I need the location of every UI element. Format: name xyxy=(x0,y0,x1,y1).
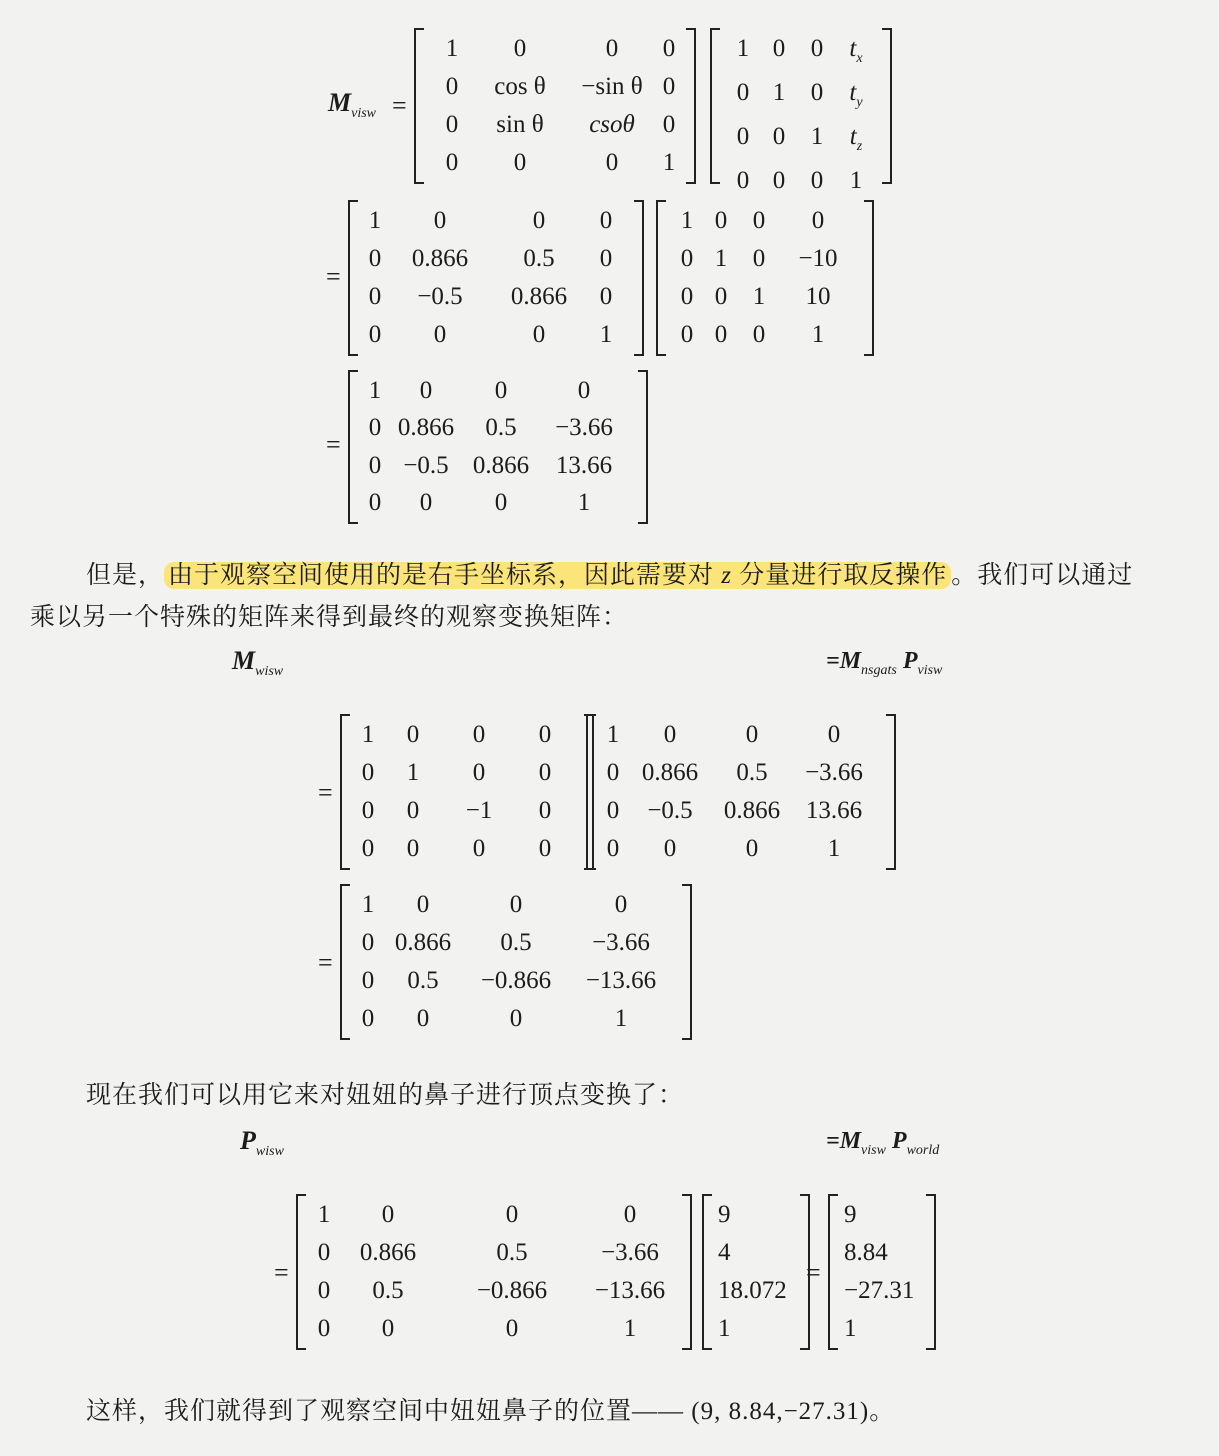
left-bracket xyxy=(710,28,720,184)
matrix-cell: 0 xyxy=(368,283,382,310)
matrix-cell: −0.866 xyxy=(476,1277,548,1304)
highlighted-text-part1: 由于观察空间使用的是右手坐标系，因此需要对 xyxy=(168,562,722,589)
matrix-cell: 1 xyxy=(606,721,620,748)
matrix-cell: 1 xyxy=(849,167,863,194)
matrix-cell: 0 xyxy=(810,79,824,106)
right-bracket xyxy=(634,200,644,356)
paragraph-zflip-tail: 。我们可以通过 xyxy=(951,562,1134,589)
matrix-cell: 1 xyxy=(623,1315,637,1342)
matrix-cell: 0 xyxy=(605,149,619,176)
matrix-cell: 0.866 xyxy=(397,414,455,442)
eq5-matrix-view xyxy=(586,714,896,870)
matrix-cell: 1 xyxy=(361,721,375,748)
matrix-cell: 0 xyxy=(472,721,486,748)
eq4-rhs-matrix-symbol: M xyxy=(839,648,862,674)
matrix-cell: 0 xyxy=(827,721,841,748)
matrix-cell: 0 xyxy=(416,1005,430,1032)
matrix-cell: 0 xyxy=(361,1005,375,1032)
matrix-cell: 0 xyxy=(599,283,613,310)
matrix-cell: 0.5 xyxy=(407,967,439,994)
eq5-matrix-negate-z xyxy=(340,714,594,870)
matrix-cell: 0 xyxy=(505,1201,519,1228)
matrix-cell: 0 xyxy=(811,207,825,234)
eq7-rhs-point-subscript: world xyxy=(906,1142,940,1158)
matrix-cell: 0 xyxy=(509,1005,523,1032)
matrix-cell: 1 xyxy=(361,891,375,918)
eq3-equals: = xyxy=(326,430,341,459)
left-bracket xyxy=(656,200,666,356)
matrix-cell: 0 xyxy=(445,111,459,138)
eq4-lhs xyxy=(232,648,283,685)
eq5-matrix-view-grid xyxy=(596,714,886,870)
matrix-cell: cos θ xyxy=(494,73,546,100)
matrix-cell: 0 xyxy=(494,488,508,516)
matrix-cell: 1 xyxy=(680,207,694,234)
eq2-matrix-rotation xyxy=(348,200,644,356)
matrix-cell: 0 xyxy=(752,207,766,234)
matrix-cell: 1 xyxy=(368,207,382,234)
matrix-cell: −0.5 xyxy=(403,451,449,479)
matrix-cell: 0 xyxy=(513,149,527,176)
matrix-cell: 0.866 xyxy=(394,929,452,956)
matrix-cell: 13.66 xyxy=(555,451,613,479)
matrix-cell: 0 xyxy=(416,891,430,918)
eq4-rhs-equals: = xyxy=(826,648,840,674)
matrix-cell: $t_x$ xyxy=(849,35,863,66)
matrix-cell: 1 xyxy=(718,1315,731,1342)
matrix-cell: 0 xyxy=(752,245,766,272)
matrix-cell: −3.66 xyxy=(555,414,613,442)
left-bracket xyxy=(414,28,424,184)
matrix-cell: 0 xyxy=(752,321,766,348)
matrix-cell: 0.866 xyxy=(641,759,699,786)
matrix-cell: 1 xyxy=(827,835,841,862)
eq8-result-vector xyxy=(828,1194,936,1350)
matrix-cell: 1 xyxy=(811,321,825,348)
eq3-matrix-grid xyxy=(358,370,638,524)
matrix-cell: 0 xyxy=(472,835,486,862)
eq1-lhs xyxy=(328,90,376,127)
right-bracket xyxy=(864,200,874,356)
matrix-cell: 0 xyxy=(361,759,375,786)
eq4-rhs-point-subscript: visw xyxy=(917,662,943,678)
highlighted-text-part2: 分量进行取反操作 xyxy=(732,562,948,589)
matrix-cell: 0 xyxy=(406,721,420,748)
eq7-rhs-equals: = xyxy=(826,1128,840,1154)
matrix-cell: 0 xyxy=(361,835,375,862)
matrix-cell: 0.5 xyxy=(485,414,517,442)
matrix-cell: 0 xyxy=(772,167,786,194)
matrix-cell: 0.5 xyxy=(372,1277,404,1304)
matrix-cell: 0.5 xyxy=(523,245,555,272)
matrix-cell: 0 xyxy=(606,759,620,786)
matrix-cell: 0 xyxy=(577,377,591,404)
matrix-cell: 1 xyxy=(317,1201,331,1228)
left-bracket xyxy=(340,714,350,870)
eq5-equals: = xyxy=(318,778,333,807)
matrix-cell: 0 xyxy=(810,167,824,194)
right-bracket xyxy=(638,370,648,524)
eq7-lhs-symbol: P xyxy=(240,1126,256,1155)
matrix-cell: 0 xyxy=(368,414,382,442)
eq6-matrix-grid xyxy=(350,884,682,1040)
eq7-lhs-subscript: wisw xyxy=(255,1144,284,1160)
matrix-cell: csoθ xyxy=(589,111,635,138)
matrix-cell: −13.66 xyxy=(585,967,657,994)
matrix-cell: 0 xyxy=(772,123,786,150)
matrix-cell: −sin θ xyxy=(581,73,643,100)
matrix-cell: 1 xyxy=(772,79,786,106)
matrix-cell: −3.66 xyxy=(592,929,650,956)
eq8-equals-result: = xyxy=(806,1258,821,1287)
eq7-lhs xyxy=(240,1128,284,1165)
matrix-cell: 1 xyxy=(844,1315,857,1342)
matrix-cell: 0.5 xyxy=(500,929,532,956)
matrix-cell: 0 xyxy=(745,835,759,862)
eq4-lhs-symbol: M xyxy=(232,646,256,675)
eq8-input-vector xyxy=(702,1194,810,1350)
matrix-cell: 1 xyxy=(614,1005,628,1032)
matrix-cell: 13.66 xyxy=(805,797,863,824)
right-bracket xyxy=(926,1194,936,1350)
matrix-cell: 0 xyxy=(538,721,552,748)
paragraph-vertex-transform: 现在我们可以用它来对妞妞的鼻子进行顶点变换了： xyxy=(86,1082,685,1109)
matrix-cell: 0 xyxy=(736,79,750,106)
matrix-cell: −0.5 xyxy=(417,283,463,310)
paragraph-zflip-line2: 乘以另一个特殊的矩阵来得到最终的观察变换矩阵： xyxy=(30,604,629,631)
matrix-cell: 0 xyxy=(361,967,375,994)
matrix-cell: 0 xyxy=(317,1315,331,1342)
matrix-cell: 0 xyxy=(513,35,527,62)
matrix-cell: −13.66 xyxy=(594,1277,666,1304)
matrix-cell: 0 xyxy=(599,207,613,234)
matrix-cell: 0 xyxy=(445,149,459,176)
matrix-cell: −27.31 xyxy=(844,1277,915,1304)
matrix-cell: 0 xyxy=(736,123,750,150)
matrix-cell: 0.5 xyxy=(496,1239,528,1266)
matrix-cell: 0 xyxy=(509,891,523,918)
matrix-cell: 0 xyxy=(406,835,420,862)
matrix-cell: 0 xyxy=(680,321,694,348)
eq4-lhs-subscript: wisw xyxy=(255,664,284,680)
matrix-cell: −0.5 xyxy=(647,797,693,824)
paragraph-zflip-line1 xyxy=(86,556,1133,596)
matrix-cell: 1 xyxy=(736,35,750,62)
matrix-cell: 0 xyxy=(606,797,620,824)
right-bracket xyxy=(682,884,692,1040)
right-bracket xyxy=(886,714,896,870)
eq1-lhs-subscript: visw xyxy=(351,106,377,122)
right-bracket xyxy=(686,28,696,184)
matrix-cell: 0 xyxy=(623,1201,637,1228)
matrix-cell: 9 xyxy=(718,1201,731,1228)
left-bracket xyxy=(828,1194,838,1350)
matrix-cell: 1 xyxy=(445,35,459,62)
matrix-cell: −3.66 xyxy=(601,1239,659,1266)
left-bracket xyxy=(702,1194,712,1350)
matrix-cell: 0 xyxy=(368,488,382,516)
matrix-cell: 0 xyxy=(605,35,619,62)
matrix-cell: 0 xyxy=(368,321,382,348)
eq8-view-matrix-grid xyxy=(306,1194,682,1350)
eq4-rhs-matrix-subscript: nsgats xyxy=(861,662,897,678)
matrix-cell: 1 xyxy=(368,377,382,404)
matrix-cell: 0 xyxy=(662,35,676,62)
matrix-cell: 0 xyxy=(680,245,694,272)
matrix-cell: 0 xyxy=(810,35,824,62)
matrix-cell: 0.866 xyxy=(411,245,469,272)
z-variable: z xyxy=(721,562,733,589)
matrix-cell: 0 xyxy=(736,167,750,194)
matrix-cell: 0 xyxy=(714,321,728,348)
eq7-rhs-matrix-symbol: M xyxy=(839,1128,862,1154)
matrix-cell: 8.84 xyxy=(844,1239,888,1266)
matrix-cell: 0 xyxy=(419,377,433,404)
matrix-cell: 0 xyxy=(406,797,420,824)
matrix-cell: 0.866 xyxy=(472,451,530,479)
left-bracket xyxy=(348,370,358,524)
eq6-equals: = xyxy=(318,948,333,977)
matrix-cell: 0 xyxy=(714,283,728,310)
matrix-cell: 0 xyxy=(662,73,676,100)
eq1-matrix-translation xyxy=(710,28,892,194)
matrix-cell: 0 xyxy=(419,488,433,516)
matrix-cell: 0 xyxy=(368,245,382,272)
eq5-matrix-negate-z-grid xyxy=(350,714,584,870)
matrix-cell: 0 xyxy=(662,111,676,138)
eq2-matrix-translation-grid xyxy=(666,200,864,356)
matrix-cell: 0 xyxy=(317,1239,331,1266)
eq4-rhs xyxy=(826,648,942,684)
matrix-cell: 0 xyxy=(361,797,375,824)
eq8-input-vector-grid xyxy=(712,1194,800,1350)
matrix-cell: 10 xyxy=(805,283,831,310)
matrix-cell: 18.072 xyxy=(718,1277,787,1304)
matrix-cell: 1 xyxy=(577,488,591,516)
matrix-cell: $t_y$ xyxy=(849,79,863,110)
matrix-cell: 0 xyxy=(381,1315,395,1342)
left-bracket xyxy=(296,1194,306,1350)
eq8-view-matrix xyxy=(296,1194,692,1350)
matrix-cell: 9 xyxy=(844,1201,857,1228)
matrix-cell: 0 xyxy=(538,835,552,862)
matrix-cell: 0 xyxy=(599,245,613,272)
left-bracket xyxy=(348,200,358,356)
eq1-matrix-translation-grid xyxy=(720,28,882,194)
eq8-equals: = xyxy=(274,1258,289,1287)
paragraph-zflip-lead: 但是， xyxy=(86,562,165,589)
matrix-cell: 0 xyxy=(433,207,447,234)
right-bracket xyxy=(882,28,892,184)
matrix-cell: 0 xyxy=(663,835,677,862)
matrix-cell: 1 xyxy=(406,759,420,786)
matrix-cell: 1 xyxy=(714,245,728,272)
matrix-cell: −1 xyxy=(465,797,493,824)
matrix-cell: 0 xyxy=(663,721,677,748)
matrix-cell: $t_z$ xyxy=(849,123,863,154)
eq3-matrix xyxy=(348,370,648,524)
eq1-lhs-symbol: M xyxy=(328,88,352,117)
eq6-matrix xyxy=(340,884,692,1040)
matrix-cell: 0 xyxy=(317,1277,331,1304)
matrix-cell: 0 xyxy=(538,759,552,786)
matrix-cell: −3.66 xyxy=(805,759,863,786)
matrix-cell: 0 xyxy=(361,929,375,956)
matrix-cell: 0.866 xyxy=(359,1239,417,1266)
matrix-cell: 0.866 xyxy=(510,283,568,310)
matrix-cell: 0 xyxy=(381,1201,395,1228)
eq7-rhs-point-symbol: P xyxy=(891,1128,907,1154)
matrix-cell: 0 xyxy=(505,1315,519,1342)
matrix-cell: 0 xyxy=(445,73,459,100)
matrix-cell: 0 xyxy=(433,321,447,348)
left-bracket xyxy=(586,714,596,870)
matrix-cell: 0.866 xyxy=(723,797,781,824)
eq2-equals: = xyxy=(326,262,341,291)
matrix-cell: 0 xyxy=(532,207,546,234)
matrix-cell: 0 xyxy=(606,835,620,862)
matrix-cell: 0 xyxy=(368,451,382,479)
matrix-cell: 0 xyxy=(614,891,628,918)
eq1-matrix-rotation xyxy=(414,28,696,184)
left-bracket xyxy=(340,884,350,1040)
eq8-result-vector-grid xyxy=(838,1194,926,1350)
matrix-cell: −0.866 xyxy=(480,967,552,994)
matrix-cell: 0 xyxy=(772,35,786,62)
matrix-cell: 0 xyxy=(745,721,759,748)
matrix-cell: 0 xyxy=(714,207,728,234)
matrix-cell: 0 xyxy=(538,797,552,824)
matrix-cell: 0 xyxy=(494,377,508,404)
matrix-cell: 1 xyxy=(662,149,676,176)
eq1-equals: = xyxy=(392,91,407,120)
eq1-matrix-rotation-grid xyxy=(424,28,686,184)
matrix-cell: 1 xyxy=(752,283,766,310)
matrix-cell: 4 xyxy=(718,1239,731,1266)
matrix-cell: sin θ xyxy=(496,111,544,138)
matrix-cell: 1 xyxy=(599,321,613,348)
matrix-cell: 0.5 xyxy=(736,759,768,786)
eq7-rhs-matrix-subscript: visw xyxy=(861,1142,886,1158)
eq7-rhs xyxy=(826,1128,939,1164)
matrix-cell: 1 xyxy=(810,123,824,150)
matrix-cell: 0 xyxy=(472,759,486,786)
highlighted-text xyxy=(164,562,951,589)
eq2-matrix-rotation-grid xyxy=(358,200,634,356)
eq4-rhs-point-symbol: P xyxy=(902,648,918,674)
matrix-cell: 0 xyxy=(680,283,694,310)
right-bracket xyxy=(682,1194,692,1350)
eq2-matrix-translation xyxy=(656,200,874,356)
paragraph-result: 这样，我们就得到了观察空间中妞妞鼻子的位置—— (9, 8.84,−27.31)。 xyxy=(86,1398,896,1425)
matrix-cell: −10 xyxy=(798,245,838,272)
matrix-cell: 0 xyxy=(532,321,546,348)
